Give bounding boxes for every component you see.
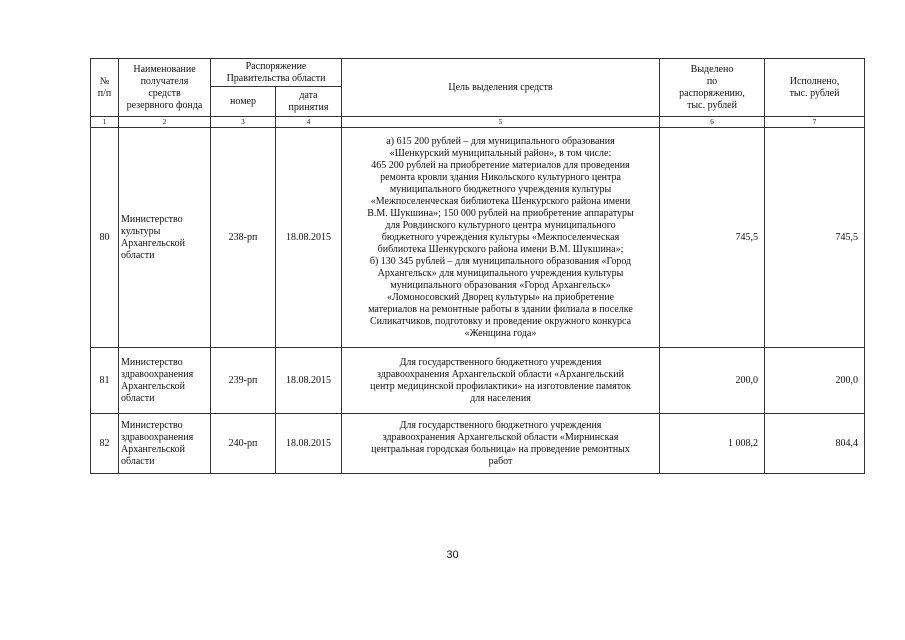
column-number: 6 bbox=[660, 117, 765, 128]
table-row bbox=[91, 348, 865, 414]
column-number: 1 bbox=[91, 117, 119, 128]
row-allocated: 1 008,2 bbox=[660, 414, 765, 474]
page-number: 30 bbox=[446, 549, 459, 561]
column-number: 2 bbox=[119, 117, 211, 128]
column-number: 5 bbox=[342, 117, 660, 128]
row-purpose: Для государственного бюджетного учреждения здравоохранения Архангельской области «Архангельский центр медицинской профилактики» на изготовление памяток для населения bbox=[342, 348, 660, 414]
row-order-number: 238-рп bbox=[211, 128, 276, 348]
column-number: 4 bbox=[276, 117, 342, 128]
row-order-number: 240-рп bbox=[211, 414, 276, 474]
header-recipient: Наименование получателя средств резервного фонда bbox=[119, 59, 211, 117]
row-allocated: 745,5 bbox=[660, 128, 765, 348]
row-num: 82 bbox=[91, 414, 119, 474]
row-purpose: Для государственного бюджетного учреждения здравоохранения Архангельской области «Мирнинская центральная городская больница» на проведение ремонтных работ bbox=[342, 414, 660, 474]
row-order-date: 18.08.2015 bbox=[276, 128, 342, 348]
column-number: 7 bbox=[765, 117, 865, 128]
row-num: 81 bbox=[91, 348, 119, 414]
row-order-date: 18.08.2015 bbox=[276, 348, 342, 414]
row-purpose: а) 615 200 рублей – для муниципального образования «Шенкурский муниципальный район», в том числе: 465 200 рублей на приобретение материалов для проведения ремонта кровли здания Никольского культурного центра муниципального бюджетного учреждения культуры «Межпоселенческая библиотека Шенкурского района имени В.М. Шукшина»; 150 000 рублей на приобретение аппаратуры для Ровдинского культурного центра муниципального бюджетного учреждения культуры «Межпоселенческая библиотека Шенкурского района имени В.М. Шукшина»; б) 130 345 рублей – для муниципального образования «Город Архангельск» для муниципального учреждения культуры муниципального образования «Город Архангельск» «Ломоносовский Дворец культуры» на приобретение материалов на ремонтные работы в здании филиала в поселке Силикатчиков, подготовку и проведение окружного конкурса «Женщина года» bbox=[342, 128, 660, 348]
row-recipient: Министерство культуры Архангельской области bbox=[119, 128, 211, 348]
row-recipient: Министерство здравоохранения Архангельской области bbox=[119, 414, 211, 474]
row-recipient: Министерство здравоохранения Архангельской области bbox=[119, 348, 211, 414]
header-executed: Исполнено, тыс. рублей bbox=[765, 59, 865, 117]
row-executed: 804,4 bbox=[765, 414, 865, 474]
header-order-date: дата принятия bbox=[276, 87, 342, 117]
row-executed: 745,5 bbox=[765, 128, 865, 348]
column-number: 3 bbox=[211, 117, 276, 128]
row-allocated: 200,0 bbox=[660, 348, 765, 414]
header-order: Распоряжение Правительства области bbox=[211, 59, 342, 87]
header-allocated: Выделено по распоряжению, тыс. рублей bbox=[660, 59, 765, 117]
header-num: № п/п bbox=[91, 59, 119, 117]
row-executed: 200,0 bbox=[765, 348, 865, 414]
header-order-number: номер bbox=[211, 87, 276, 117]
reserve-fund-table bbox=[90, 58, 865, 474]
row-num: 80 bbox=[91, 128, 119, 348]
row-order-date: 18.08.2015 bbox=[276, 414, 342, 474]
table-row bbox=[91, 414, 865, 474]
row-order-number: 239-рп bbox=[211, 348, 276, 414]
table-row bbox=[91, 128, 865, 348]
header-purpose: Цель выделения средств bbox=[342, 59, 660, 117]
